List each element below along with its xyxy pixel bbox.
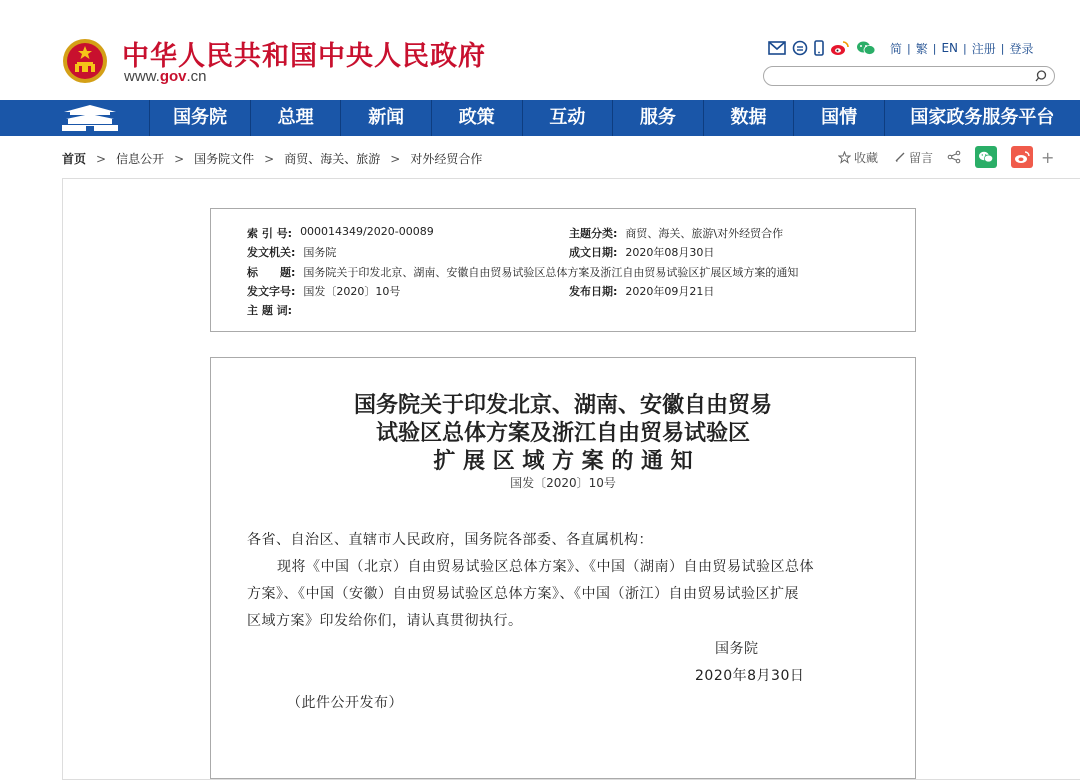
body-line-2: 方案》、《中国（安徽）自由贸易试验区总体方案》、《中国（浙江）自由贸易试验区扩展 <box>247 586 799 602</box>
nav-item-state-council[interactable]: 国务院 <box>150 100 251 136</box>
body-line-1: 现将《中国（北京）自由贸易试验区总体方案》、《中国（湖南）自由贸易试验区总体 <box>277 559 814 575</box>
nav-item-news[interactable]: 新闻 <box>341 100 432 136</box>
meta-category: 主题分类: 商贸、海关、旅游\对外经贸合作 <box>569 227 784 240</box>
wechat-icon[interactable] <box>856 40 876 56</box>
main-nav <box>0 100 1080 136</box>
divider: | <box>963 41 967 55</box>
chevron-right-icon: > <box>390 151 401 166</box>
top-links <box>890 40 1034 57</box>
comment-label: 留言 <box>909 150 934 165</box>
document-title-line-1: 国务院关于印发北京、湖南、安徽自由贸易 <box>353 392 772 418</box>
mail-icon[interactable] <box>768 41 786 55</box>
publication-note: （此件公开发布） <box>287 695 403 711</box>
document-body <box>210 357 916 779</box>
top-toolbar <box>768 39 1034 57</box>
nav-item-interaction[interactable]: 互动 <box>523 100 614 136</box>
salutation: 各省、自治区、直辖市人民政府，国务院各部委、各直属机构： <box>247 532 653 548</box>
chevron-right-icon: > <box>96 151 107 166</box>
link-traditional[interactable]: 繁 <box>915 41 928 56</box>
mobile-icon[interactable] <box>814 40 824 56</box>
favorite-label: 收藏 <box>854 150 879 165</box>
url-suffix: .cn <box>186 68 207 85</box>
document-number: 国发〔2020〕10号 <box>510 476 616 490</box>
wechat-share-button[interactable] <box>975 146 997 168</box>
star-icon <box>838 151 851 164</box>
meta-title: 标 题: 国务院关于印发北京、湖南、安徽自由贸易试验区总体方案及浙江自由贸易试验区扩展区域方案的通知 <box>247 266 799 279</box>
breadcrumb-home[interactable]: 首页 <box>62 152 87 166</box>
signature-date: 2020年8月30日 <box>695 668 805 684</box>
search-input[interactable] <box>763 66 1055 86</box>
meta-doc-number: 发文字号: 国发〔2020〕10号 <box>247 285 401 298</box>
nav-item-service-platform[interactable]: 国家政务服务平台 <box>910 107 1055 128</box>
divider: | <box>1000 41 1005 55</box>
breadcrumb <box>62 150 482 167</box>
breadcrumb-cooperation[interactable]: 对外经贸合作 <box>410 152 483 166</box>
url-prefix: www. <box>124 68 160 85</box>
chevron-right-icon: > <box>264 151 275 166</box>
share-icon[interactable] <box>947 150 961 164</box>
tiananmen-icon <box>60 104 120 132</box>
comment-button[interactable] <box>894 149 933 166</box>
weibo-icon[interactable] <box>830 40 850 56</box>
message-icon[interactable] <box>792 40 808 56</box>
document-metadata <box>210 208 916 332</box>
meta-published: 发布日期: 2020年09月21日 <box>569 285 715 298</box>
body-line-3: 区域方案》印发给你们，请认真贯彻执行。 <box>247 613 523 629</box>
weibo-share-button[interactable] <box>1011 146 1033 168</box>
link-simplified[interactable]: 简 <box>890 41 903 56</box>
meta-keywords: 主 题 词: <box>247 304 293 317</box>
site-url[interactable] <box>124 68 207 85</box>
breadcrumb-docs[interactable]: 国务院文件 <box>194 152 255 166</box>
nav-item-national-info[interactable]: 国情 <box>794 100 885 136</box>
meta-index: 索 引 号: 000014349/2020-00089 <box>247 225 434 240</box>
share-tools <box>838 146 1054 168</box>
signature: 国务院 <box>715 641 759 657</box>
national-emblem-icon[interactable] <box>62 38 108 84</box>
nav-logo[interactable] <box>0 100 150 136</box>
nav-item-policy[interactable]: 政策 <box>432 100 523 136</box>
nav-item-data[interactable]: 数据 <box>704 100 795 136</box>
site-header <box>0 0 1080 100</box>
nav-item-services[interactable]: 服务 <box>613 100 704 136</box>
meta-issuer: 发文机关: 国务院 <box>247 246 337 259</box>
chevron-right-icon: > <box>174 151 185 166</box>
breadcrumb-trade[interactable]: 商贸、海关、旅游 <box>284 152 381 166</box>
breadcrumb-info[interactable]: 信息公开 <box>116 152 165 166</box>
weibo-icon <box>1014 150 1030 164</box>
link-login[interactable]: 登录 <box>1009 41 1034 56</box>
wechat-icon <box>978 150 994 164</box>
meta-created: 成文日期: 2020年08月30日 <box>569 246 715 259</box>
document-title-line-2: 试验区总体方案及浙江自由贸易试验区 <box>375 420 750 446</box>
url-brand: gov <box>159 68 187 85</box>
site-title[interactable]: 中华人民共和国中央人民政府 <box>122 41 486 72</box>
nav-item-premier[interactable]: 总理 <box>251 100 342 136</box>
link-english[interactable]: EN <box>941 41 959 55</box>
favorite-button[interactable] <box>838 149 878 166</box>
divider: | <box>932 41 937 55</box>
search-icon[interactable] <box>1034 69 1048 83</box>
divider: | <box>907 41 911 55</box>
document-title-line-3: 扩 展 区 域 方 案 的 通 知 <box>433 448 693 474</box>
more-share-icon[interactable]: + <box>1041 147 1055 167</box>
link-register[interactable]: 注册 <box>971 41 996 56</box>
pencil-icon <box>894 151 906 163</box>
